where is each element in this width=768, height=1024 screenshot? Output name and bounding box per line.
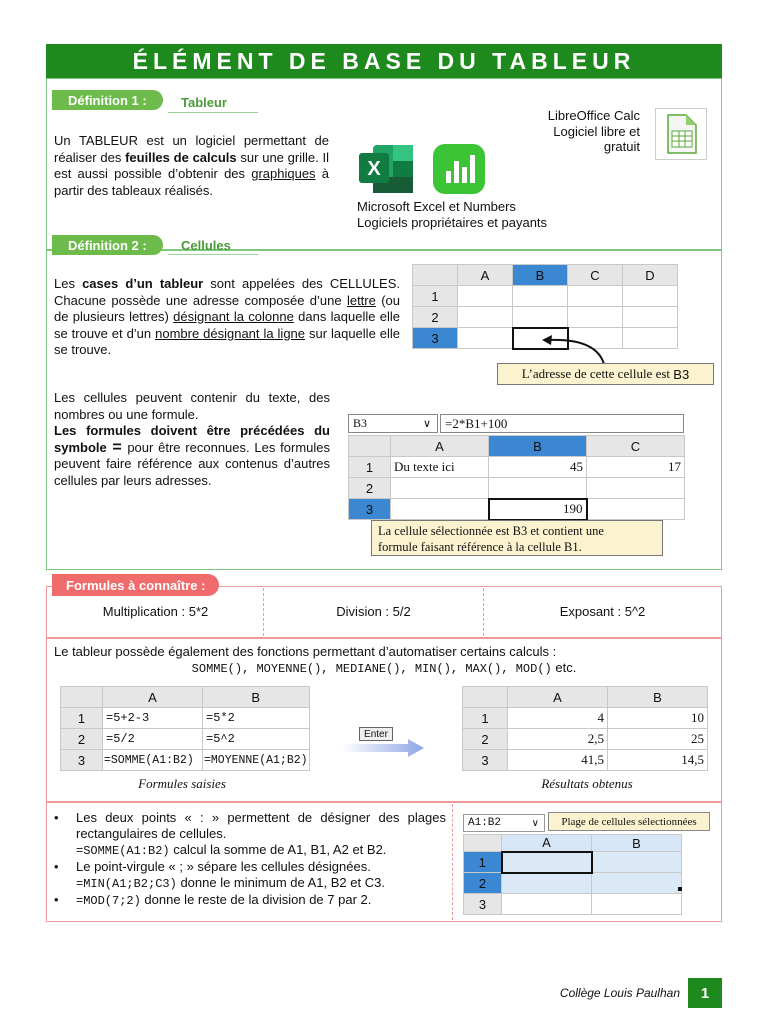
page-number: 1 [688,978,722,1008]
libreoffice-label: LibreOffice Calc Logiciel libre et gratuit [547,108,640,154]
cells-definition-text: Les cases d’un tableur sont appelées des CELLULES. Chacune possède une adresse composée d’une lettre (ou de plusieurs lettres) désignant la colonne dans laquelle elle se trouve et d’un nombre désignant la ligne sur laquelle elle se trouve. [54,276,401,357]
excel-icon [357,143,415,195]
libreoffice-calc-icon [655,108,707,160]
cell-b1: 45 [489,457,587,478]
division-formula: Division : 5/2 [336,604,411,619]
exponent-formula: Exposant : 5^2 [559,604,646,619]
row-header: 2 [413,307,458,328]
definition-1-tag: Définition 1 : [52,90,163,110]
numbers-icon [432,143,486,195]
formula-bar[interactable]: =2*B1+100 [440,414,684,433]
col-header: A [508,687,608,708]
formulas-tag: Formules à connaître : [52,574,219,596]
range-tooltip: Plage de cellules sélectionnées [548,812,710,831]
col-header: B [203,687,310,708]
fill-handle[interactable] [678,887,682,891]
col-header: A [103,687,203,708]
row-header-selected: 3 [349,499,391,520]
col-header-selected: B [489,436,587,457]
col-header-selected: B [513,265,568,286]
row-header: 1 [61,708,103,729]
col-header: D [623,265,678,286]
list-item: • Les deux points « : » permettent de désigner des plages rectangulaires de cellules. =SOMME(A1:B2) calcul la somme de A1, B1, A2 et B2. [54,810,446,858]
cells-content-text: Les cellules peuvent contenir du texte, des nombres ou une formule. Les formules doivent être précédées du symbole = pour être reconnues. Les formules peuvent faire référence aux contenus d’autres cellules par leurs adresses. [54,390,331,488]
cell-c1: 17 [587,457,685,478]
formula-caption: La cellule sélectionnée est B3 et contient une formule faisant référence à la cellule B1. [371,520,663,556]
definition-1-subtitle: Tableur [181,95,227,110]
cell-a1: Du texte ici [391,457,489,478]
row-header: 3 [61,750,103,771]
range-selection-grid [463,834,682,915]
row-header: 1 [413,286,458,307]
row-header-selected: 2 [464,873,502,894]
row-header: 2 [61,729,103,750]
multiplication-formula: Multiplication : 5*2 [102,604,209,619]
ranges-bullets [54,810,446,909]
row-header: 1 [463,708,508,729]
col-header: C [587,436,685,457]
list-item: • Le point-virgule « ; » sépare les cellules désignées. =MIN(A1;B2;C3) donne le minimum de A1, B2 et C3. [54,859,385,891]
row-header: 1 [349,457,391,478]
row-header-selected: 1 [464,852,502,873]
row-header: 3 [464,894,502,915]
col-header: C [568,265,623,286]
formula-example-grid [348,435,685,521]
definition-2-tag: Définition 2 : [52,235,163,255]
name-box[interactable]: B3 ∨ [348,414,438,433]
chevron-down-icon: ∨ [531,817,539,829]
row-header: 2 [463,729,508,750]
results-caption: Résultats obtenus [541,776,633,791]
address-caption: L’adresse de cette cellule est B3 [497,363,714,385]
page-title: ÉLÉMENT DE BASE DU TABLEUR [46,44,722,78]
range-name-box[interactable]: A1:B2 ∨ [463,814,545,832]
school-name: Collège Louis Paulhan [559,986,680,1000]
functions-intro: Le tableur possède également des fonctions permettant d’automatiser certains calculs : [54,644,557,659]
row-header-selected: 3 [413,328,458,349]
results-grid: A B 1 4 10 2 2,5 25 3 41,5 14,5 [462,686,708,771]
formulas-entered-caption: Formules saisies [138,776,226,791]
selected-cell: 190 [489,499,587,520]
col-header: B [608,687,708,708]
list-item: • =MOD(7;2) donne le reste de la division de 7 par 2. [54,892,372,908]
microsoft-label: Microsoft Excel et Numbers Logiciels propriétaires et payants [357,199,548,230]
col-header: A [391,436,489,457]
formulas-entered-grid: A B 1 =5+2-3 =5*2 2 =5/2 =5^2 3 =SOMME(A1:B2) =MOYENNE(A1;B2) [60,686,310,771]
chevron-down-icon: ∨ [422,418,431,430]
svg-text:X: X [367,158,381,180]
arrow-right-icon [342,738,426,758]
enter-key-icon: Enter [359,727,393,741]
functions-list: SOMME(), MOYENNE(), MEDIANE(), MIN(), MAX(), MOD() etc. [191,660,577,676]
address-arrow [540,328,620,368]
col-header: A [458,265,513,286]
definition-1-text: Un TABLEUR est un logiciel permettant de réaliser des feuilles de calculs sur une grille. Il est aussi possible d’obtenir des graphiques à partir des tableaux réalisés. [54,133,329,198]
col-header: A [502,835,592,852]
row-header: 3 [463,750,508,771]
col-header: B [592,835,682,852]
row-header: 2 [349,478,391,499]
definition-2-subtitle: Cellules [181,238,231,253]
